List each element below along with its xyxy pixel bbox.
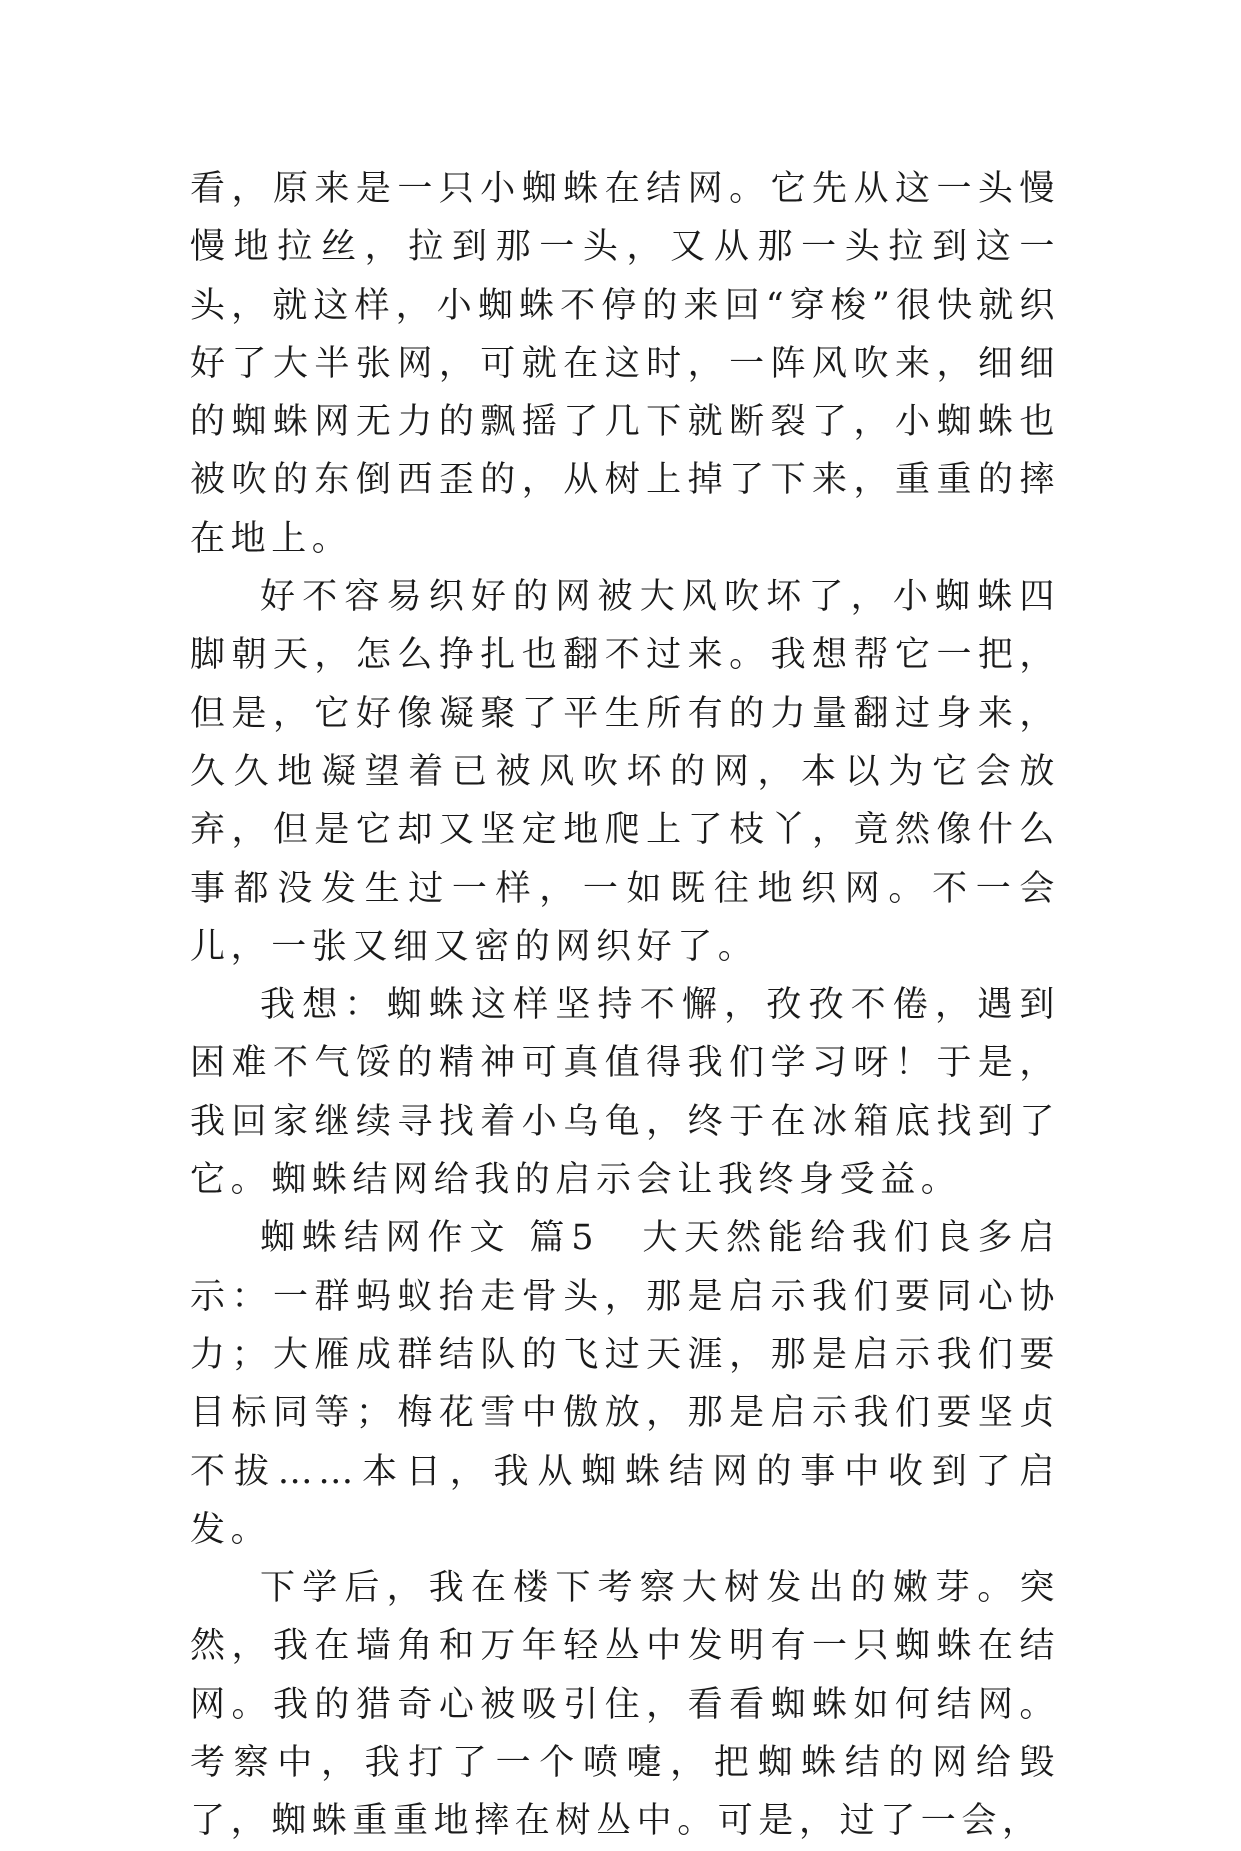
document-body <box>190 160 1060 1851</box>
paragraph-4 <box>190 1209 1060 1559</box>
paragraph-text: 看，原来是一只小蜘蛛在结网。它先从这一头慢慢地拉丝，拉到那一头，又从那一头拉到这一头，就这样，小蜘蛛不停的来回“穿梭”很快就织好了大半张网，可就在这时，一阵风吹来，细细的蜘蛛网无力的飘摇了几下就断裂了，小蜘蛛也被吹的东倒西歪的，从树上掉了下来，重重的摔在地上。 <box>190 169 1060 559</box>
section-heading: 蜘蛛结网作文 篇5 <box>260 1218 600 1259</box>
paragraph-1 <box>190 160 1060 568</box>
paragraph-3 <box>190 976 1060 1209</box>
paragraph-text: 大天然能给我们良多启示：一群蚂蚁抬走骨头，那是启示我们要同心协力；大雁成群结队的飞过天涯，那是启示我们要目标同等；梅花雪中傲放，那是启示我们要坚贞不拔……本日，我从蜘蛛结网的事中收到了启发。 <box>190 1218 1060 1550</box>
paragraph-text: 好不容易织好的网被大风吹坏了，小蜘蛛四脚朝天，怎么挣扎也翻不过来。我想帮它一把，但是，它好像凝聚了平生所有的力量翻过身来，久久地凝望着已被风吹坏的网，本以为它会放弃，但是它却又坚定地爬上了枝丫，竟然像什么事都没发生过一样，一如既往地织网。不一会儿，一张又细又密的网织好了。 <box>190 577 1060 967</box>
paragraph-2 <box>190 568 1060 976</box>
paragraph-5 <box>190 1559 1060 1850</box>
paragraph-text: 下学后，我在楼下考察大树发出的嫩芽。突然，我在墙角和万年轻丛中发明有一只蜘蛛在结网。我的猎奇心被吸引住，看看蜘蛛如何结网。考察中，我打了一个喷嚏，把蜘蛛结的网给毁了，蜘蛛重重地摔在树丛中。可是，过了一会， <box>190 1568 1060 1842</box>
paragraph-text: 我想：蜘蛛这样坚持不懈，孜孜不倦，遇到困难不气馁的精神可真值得我们学习呀！于是，我回家继续寻找着小乌龟，终于在冰箱底找到了它。蜘蛛结网给我的启示会让我终身受益。 <box>190 985 1060 1201</box>
